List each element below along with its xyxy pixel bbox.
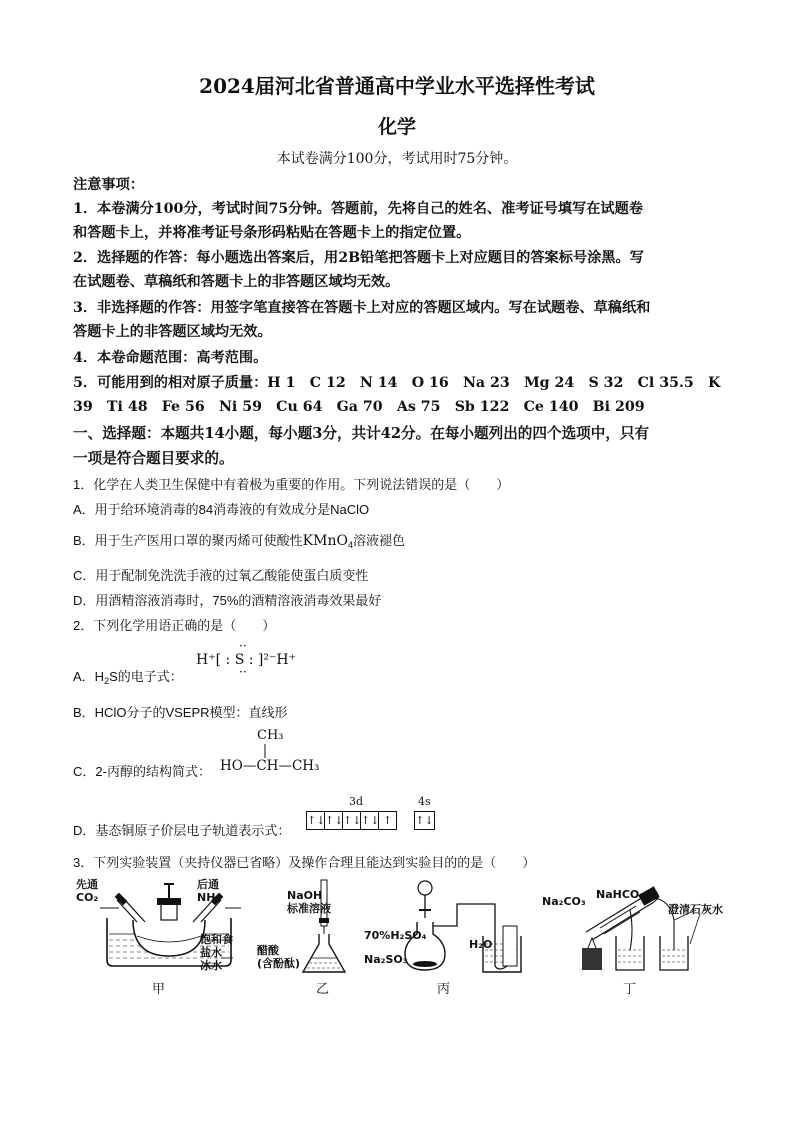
subject-title: 化学	[377, 116, 416, 138]
note-line: 3．非选择题的作答：用签字笔直接答在答题卡上对应的答题区域内。写在试题卷、草稿纸和	[73, 300, 651, 316]
label-co2-b: CO₂	[76, 891, 99, 904]
q2-option-c: C．2-丙醇的结构简式：	[73, 764, 211, 779]
q1-option-c: C．用于配制免洗洗手液的过氧乙酸能使蛋白质变性	[73, 568, 369, 583]
formula-left: H⁺[ :	[196, 652, 231, 668]
q2-a-text: A．H	[73, 669, 105, 684]
label-acetic-acid	[257, 944, 300, 970]
q2-option-a	[73, 666, 183, 686]
note-line: 在试题卷、草稿纸和答题卡上的非答题区域均无效。	[73, 274, 400, 290]
label-nh3	[197, 878, 220, 904]
formula-right: : ]²⁻H⁺	[248, 652, 296, 668]
branch-bond	[263, 744, 267, 758]
label-h2so4: 70%H₂SO₄	[364, 929, 427, 942]
apparatus-bing	[395, 878, 535, 978]
label-na2co3: Na₂CO₃	[542, 895, 586, 908]
label-co2-a: 先通	[76, 878, 98, 891]
label-acid-b: (含酚酞)	[257, 957, 301, 970]
label-yi: 乙	[316, 982, 330, 997]
2-propanol-structure: HO—CH—CH₃	[220, 758, 320, 774]
label-naoh-b: 标准溶液	[287, 902, 331, 915]
note-line: 2．选择题的作答：每小题选出答案后，用2B铅笔把答题卡上对应题目的答案标号涂黑。写	[73, 250, 644, 266]
note-line: 1．本卷满分100分，考试时间75分钟。答题前，先将自己的姓名、准考证号填写在试题卷	[73, 201, 643, 217]
orbital-label-3d: 3d	[349, 795, 364, 808]
orbital-3d-boxes	[306, 811, 397, 830]
q2-option-d: D．基态铜原子价层电子轨道表示式：	[73, 823, 291, 838]
label-nh3-b: NH₃	[197, 891, 221, 904]
label-bing: 丙	[437, 982, 451, 997]
note-line: 5．可能用到的相对原子质量：H 1 C 12 N 14 O 16 Na 23 Mg 24 S 32 Cl 35.5 K	[73, 375, 721, 391]
label-salt-water	[200, 933, 233, 972]
label-ice-water: 冰水	[200, 959, 222, 972]
formula-s: S	[234, 652, 245, 668]
orbital-box: ↑↓	[343, 814, 362, 827]
note-line: 4．本卷命题范围：高考范围。	[73, 350, 268, 366]
orbital-box: ↑↓	[325, 814, 344, 827]
q1-b-text-post: 溶液褪色	[352, 533, 405, 548]
apparatus-ding	[570, 880, 720, 980]
label-ding: 丁	[623, 982, 637, 997]
label-na2so3: Na₂SO₃	[364, 953, 408, 966]
electron-dots-top: ··	[239, 639, 247, 653]
section-heading: 一项是符合题目要求的。	[73, 450, 234, 467]
q1-b-text: B．用于生产医用口罩的聚丙烯可使酸性	[73, 533, 303, 548]
orbital-4s-box: ↑↓	[414, 811, 435, 830]
q1-b-kmno4: KMnO	[302, 533, 348, 549]
label-h2o: H₂O	[469, 938, 493, 951]
exam-title: 2024届河北省普通高中学业水平选择性考试	[199, 74, 595, 98]
section-heading: 一、选择题：本题共14小题，每小题3分，共计42分。在每小题列出的四个选项中，只有	[73, 425, 650, 442]
label-salt-a: 饱和食	[200, 933, 233, 946]
label-nahco3: NaHCO₃	[596, 888, 645, 901]
note-line: 和答题卡上，并将准考证号条形码粘贴在答题卡上的指定位置。	[73, 225, 471, 241]
label-limewater: 澄清石灰水	[668, 903, 723, 916]
note-line: 答题卡上的非答题区域均无效。	[73, 324, 272, 340]
question-1-stem: 1．化学在人类卫生保健中有着极为重要的作用。下列说法错误的是（ ）	[73, 477, 510, 492]
q1-option-a: A．用于给环境消毒的84消毒液的有效成分是NaClO	[73, 502, 370, 517]
q2-a-text-post: S的电子式：	[109, 669, 183, 684]
exam-info: 本试卷满分100分，考试用时75分钟。	[276, 151, 518, 167]
orbital-box: ↑↓	[307, 814, 326, 827]
q1-b-sub: 4	[347, 540, 353, 550]
label-salt-b: 盐水	[200, 946, 222, 959]
q1-option-d: D．用酒精溶液消毒时，75%的酒精溶液消毒效果最好	[73, 593, 382, 608]
label-acid-a: 醋酸	[257, 944, 279, 957]
label-jia: 甲	[152, 982, 166, 997]
label-naoh	[287, 889, 331, 915]
note-line: 39 Ti 48 Fe 56 Ni 59 Cu 64 Ga 70 As 75 Sb 122 Ce 140 Bi 209	[73, 399, 645, 415]
question-3-stem: 3．下列实验装置（夹持仪器已省略）及操作合理且能达到实验目的的是（ ）	[73, 855, 536, 870]
orbital-box: ↑	[382, 814, 393, 827]
q2-a-sub: 2	[104, 676, 110, 686]
ch3-branch: CH₃	[257, 728, 284, 743]
electron-dots-bottom: ··	[239, 665, 247, 679]
orbital-label-4s: 4s	[418, 795, 431, 808]
notes-heading: 注意事项：	[73, 177, 144, 193]
question-2-stem: 2．下列化学用语正确的是（ ）	[73, 618, 276, 633]
q2-option-b: B．HClO分子的VSEPR模型：直线形	[73, 705, 288, 720]
q1-option-b	[73, 530, 405, 550]
orbital-box: ↑↓	[361, 814, 380, 827]
label-naoh-a: NaOH	[287, 889, 323, 902]
label-nh3-a: 后通	[197, 878, 219, 891]
label-co2	[76, 878, 98, 904]
